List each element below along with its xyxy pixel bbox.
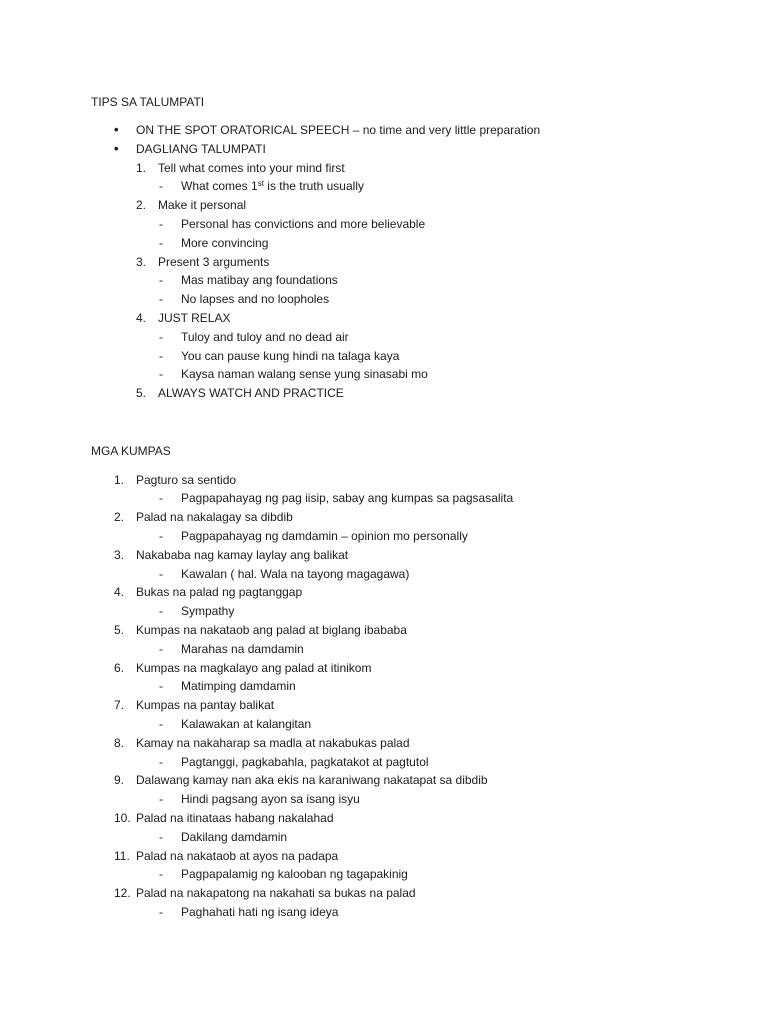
numbered-item xyxy=(0,734,768,753)
item-text: Pagturo sa sentido xyxy=(136,472,237,487)
sub-item-text: Paghahati hati ng isang ideya xyxy=(181,904,339,919)
item-text: Palad na itinataas habang nakalahad xyxy=(136,810,334,825)
bullet-item xyxy=(0,121,768,140)
dash-marker: - xyxy=(159,329,163,344)
sub-item-text: Mas matibay ang foundations xyxy=(181,273,338,288)
sub-item xyxy=(0,347,768,366)
item-text: DAGLIANG TALUMPATI xyxy=(136,141,266,156)
dash-marker: - xyxy=(159,491,163,506)
sub-item xyxy=(0,489,768,508)
number-marker: 9. xyxy=(114,773,125,788)
sub-item xyxy=(0,602,768,621)
sub-item xyxy=(0,715,768,734)
sub-item-text xyxy=(181,177,364,196)
dash-marker: - xyxy=(159,604,163,619)
sub-item-text-end: is the truth usually xyxy=(263,179,364,194)
number-marker: 10. xyxy=(114,810,131,825)
dash-marker: - xyxy=(159,679,163,694)
numbered-item xyxy=(0,196,768,215)
sub-item-text: Kalawakan at kalangitan xyxy=(181,716,312,731)
sub-item xyxy=(0,790,768,809)
dash-marker: - xyxy=(159,528,163,543)
number-marker: 3. xyxy=(136,254,147,269)
number-marker: 8. xyxy=(114,735,125,750)
sub-item xyxy=(0,753,768,772)
sub-item xyxy=(0,328,768,347)
item-text: Nakababa nag kamay laylay ang balikat xyxy=(136,547,349,562)
sub-item xyxy=(0,828,768,847)
item-text: Present 3 arguments xyxy=(158,254,270,269)
number-marker: 1. xyxy=(114,472,125,487)
numbered-item xyxy=(0,583,768,602)
sub-item-text: Kawalan ( hal. Wala na tayong magagawa) xyxy=(181,566,410,581)
number-marker: 12. xyxy=(114,886,131,901)
sub-item xyxy=(0,234,768,253)
numbered-item xyxy=(0,253,768,272)
numbered-item xyxy=(0,384,768,403)
sub-item-text: Hindi pagsang ayon sa isang isyu xyxy=(181,792,360,807)
bullet-item xyxy=(0,140,768,159)
sub-item xyxy=(0,677,768,696)
sub-item-text: No lapses and no loopholes xyxy=(181,292,330,307)
sub-item-text: Sympathy xyxy=(181,604,235,619)
numbered-item xyxy=(0,659,768,678)
item-text: Palad na nakapatong na nakahati sa bukas na palad xyxy=(136,886,416,901)
numbered-item xyxy=(0,546,768,565)
dash-marker: - xyxy=(159,792,163,807)
dash-marker: - xyxy=(159,829,163,844)
numbered-item xyxy=(0,471,768,490)
sub-item xyxy=(0,365,768,384)
number-marker: 1. xyxy=(136,160,147,175)
number-marker: 4. xyxy=(136,311,147,326)
number-marker: 5. xyxy=(136,386,147,401)
number-marker: 5. xyxy=(114,622,125,637)
dash-marker: - xyxy=(159,179,163,194)
item-text: Palad na nakalagay sa dibdib xyxy=(136,510,293,525)
item-text: ALWAYS WATCH AND PRACTICE xyxy=(158,386,344,401)
item-text: Kamay na nakaharap sa madla at nakabukas palad xyxy=(136,735,410,750)
numbered-item xyxy=(0,847,768,866)
dash-marker: - xyxy=(159,367,163,382)
sub-item xyxy=(0,177,768,196)
sub-item-text-start: What comes 1 xyxy=(181,179,258,194)
dash-marker: - xyxy=(159,716,163,731)
item-text: Tell what comes into your mind first xyxy=(158,160,345,175)
sub-item-text: Matimping damdamin xyxy=(181,679,296,694)
item-text: Kumpas na magkalayo ang palad at itinikom xyxy=(136,660,372,675)
sub-item xyxy=(0,565,768,584)
dash-marker: - xyxy=(159,754,163,769)
sub-item-text: You can pause kung hindi na talaga kaya xyxy=(181,348,400,363)
number-marker: 11. xyxy=(114,848,130,863)
dash-marker: - xyxy=(159,235,163,250)
sub-item-text: More convincing xyxy=(181,235,269,250)
sub-item xyxy=(0,290,768,309)
sub-item xyxy=(0,903,768,922)
item-text: Make it personal xyxy=(158,198,247,213)
sub-item-text: Pagpapahayag ng damdamin – opinion mo personally xyxy=(181,528,468,543)
dash-marker: - xyxy=(159,348,163,363)
sub-item-text: Kaysa naman walang sense yung sinasabi mo xyxy=(181,367,428,382)
section-title-kumpas: MGA KUMPAS xyxy=(91,443,171,458)
numbered-item xyxy=(0,809,768,828)
sub-item xyxy=(0,271,768,290)
number-marker: 3. xyxy=(114,547,125,562)
sub-item-text: Personal has convictions and more believable xyxy=(181,217,426,232)
dash-marker: - xyxy=(159,566,163,581)
number-marker: 2. xyxy=(136,198,147,213)
dash-marker: - xyxy=(159,641,163,656)
numbered-item xyxy=(0,884,768,903)
kumpas-list xyxy=(0,471,768,922)
numbered-item xyxy=(0,696,768,715)
number-marker: 7. xyxy=(114,698,125,713)
sub-item-text: Pagpapalamig ng kalooban ng tagapakinig xyxy=(181,867,408,882)
sub-item xyxy=(0,640,768,659)
item-text: Kumpas na nakataob ang palad at biglang ibababa xyxy=(136,622,407,637)
sub-item-text: Marahas na damdamin xyxy=(181,641,304,656)
number-marker: 4. xyxy=(114,585,125,600)
numbered-item xyxy=(0,309,768,328)
tips-list xyxy=(0,121,768,403)
dash-marker: - xyxy=(159,867,163,882)
ordinal-superscript: st xyxy=(257,179,264,189)
dash-marker: - xyxy=(159,292,163,307)
item-text: Kumpas na pantay balikat xyxy=(136,698,275,713)
item-text: Bukas na palad ng pagtanggap xyxy=(136,585,303,600)
number-marker: 2. xyxy=(114,510,125,525)
sub-item xyxy=(0,215,768,234)
dash-marker: - xyxy=(159,273,163,288)
numbered-item xyxy=(0,771,768,790)
sub-item xyxy=(0,865,768,884)
sub-item-text: Pagpapahayag ng pag iisip, sabay ang kumpas sa pagsasalita xyxy=(181,491,514,506)
numbered-item xyxy=(0,508,768,527)
sub-item xyxy=(0,527,768,546)
sub-item-text: Dakilang damdamin xyxy=(181,829,288,844)
numbered-item xyxy=(0,159,768,178)
item-text: ON THE SPOT ORATORICAL SPEECH – no time and very little preparation xyxy=(136,123,541,138)
numbered-item xyxy=(0,621,768,640)
section-title-tips: TIPS SA TALUMPATI xyxy=(91,94,205,109)
bullet-marker: • xyxy=(114,140,119,156)
number-marker: 6. xyxy=(114,660,125,675)
dash-marker: - xyxy=(159,904,163,919)
item-text: Palad na nakataob at ayos na padapa xyxy=(136,848,339,863)
item-text: Dalawang kamay nan aka ekis na karaniwang nakatapat sa dibdib xyxy=(136,773,488,788)
sub-item-text: Tuloy and tuloy and no dead air xyxy=(181,329,349,344)
dash-marker: - xyxy=(159,217,163,232)
item-text: JUST RELAX xyxy=(158,311,231,326)
sub-item-text: Pagtanggi, pagkabahla, pagkatakot at pagtutol xyxy=(181,754,429,769)
bullet-marker: • xyxy=(114,122,119,138)
